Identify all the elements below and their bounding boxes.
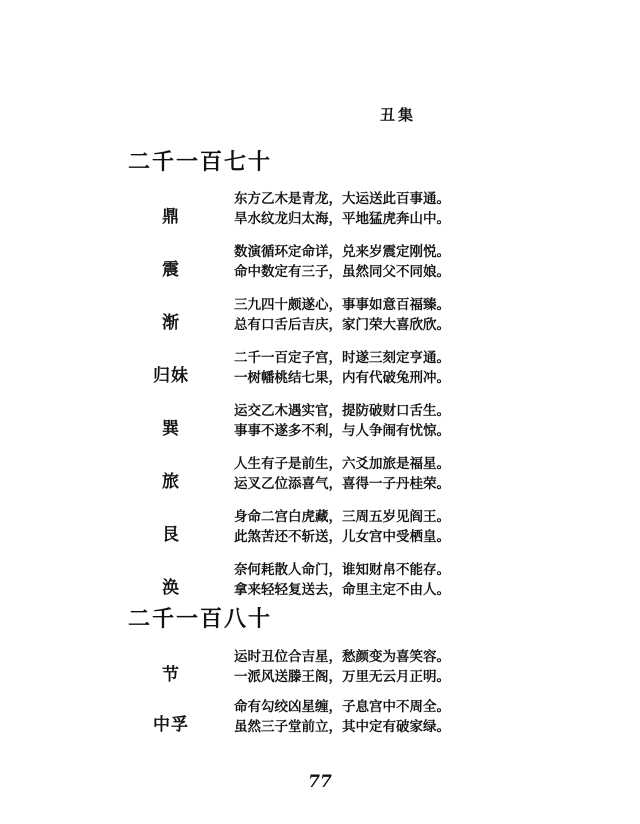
verse-line: 运交乙木遇实官，提防破财口舌生。 — [234, 403, 450, 419]
hexagram-entry — [140, 349, 470, 393]
verse-line: 二千一百定子宫，时遂三刻定亨通。 — [234, 350, 450, 366]
hexagram-entry — [140, 402, 470, 446]
hexagram-name: 震 — [162, 260, 180, 280]
verse-line: 奈何耗散人命门，谁知财帛不能存。 — [234, 562, 450, 578]
hexagram-name: 节 — [162, 665, 180, 685]
verse-line: 一树幡桃结七果，内有代破兔刑冲。 — [234, 370, 450, 386]
verse-line: 拿来轻轻复送去，命里主定不由人。 — [234, 582, 450, 598]
hexagram-entry — [140, 698, 470, 742]
hexagram-name: 涣 — [162, 578, 180, 598]
hexagram-name: 艮 — [162, 525, 180, 545]
hexagram-entry — [140, 508, 470, 552]
verse-line: 此煞苦还不斩送，儿女宫中受栖皇。 — [234, 529, 450, 545]
page-number: 77 — [308, 772, 332, 792]
verse-line: 虽然三子堂前立，其中定有破家绿。 — [234, 719, 450, 735]
verse-line: 东方乙木是青龙，大运送此百事通。 — [234, 191, 450, 207]
hexagram-entry — [140, 455, 470, 499]
hexagram-entry — [140, 648, 470, 692]
hexagram-name: 巽 — [162, 419, 180, 439]
verse-line: 运时丑位合吉星，愁颜变为喜笑容。 — [234, 649, 450, 665]
verse-line: 旱水纹龙归太海，平地猛虎奔山中。 — [234, 211, 450, 227]
verse-line: 数演循环定命详，兑来岁震定刚悦。 — [234, 244, 450, 260]
page-header: 丑集 — [380, 106, 417, 124]
section-title: 二千一百八十 — [128, 606, 273, 632]
hexagram-name: 渐 — [162, 313, 180, 333]
verse-line: 命有勾绞凶星缠，子息宫中不周全。 — [234, 699, 450, 715]
verse-line: 身命二宫白虎藏，三周五岁见阎王。 — [234, 509, 450, 525]
verse-line: 三九四十颇遂心，事事如意百福臻。 — [234, 297, 450, 313]
verse-line: 运叉乙位添喜气，喜得一子丹桂荣。 — [234, 476, 450, 492]
section-title: 二千一百七十 — [128, 149, 273, 175]
hexagram-entry — [140, 561, 470, 605]
verse-line: 命中数定有三子，虽然同父不同娘。 — [234, 264, 450, 280]
verse-line: 人生有子是前生，六爻加旅是福星。 — [234, 456, 450, 472]
verse-line: 事事不遂多不利，与人争闹有忧惊。 — [234, 423, 450, 439]
hexagram-entry — [140, 190, 470, 234]
hexagram-name: 归妹 — [153, 366, 189, 386]
hexagram-name: 中孚 — [153, 715, 189, 735]
hexagram-name: 鼎 — [162, 207, 180, 227]
hexagram-entry — [140, 296, 470, 340]
verse-line: 一派风送滕王阁，万里无云月正明。 — [234, 669, 450, 685]
verse-line: 总有口舌后吉庆，家门荣大喜欣欣。 — [234, 317, 450, 333]
hexagram-name: 旅 — [162, 472, 180, 492]
hexagram-entry — [140, 243, 470, 287]
